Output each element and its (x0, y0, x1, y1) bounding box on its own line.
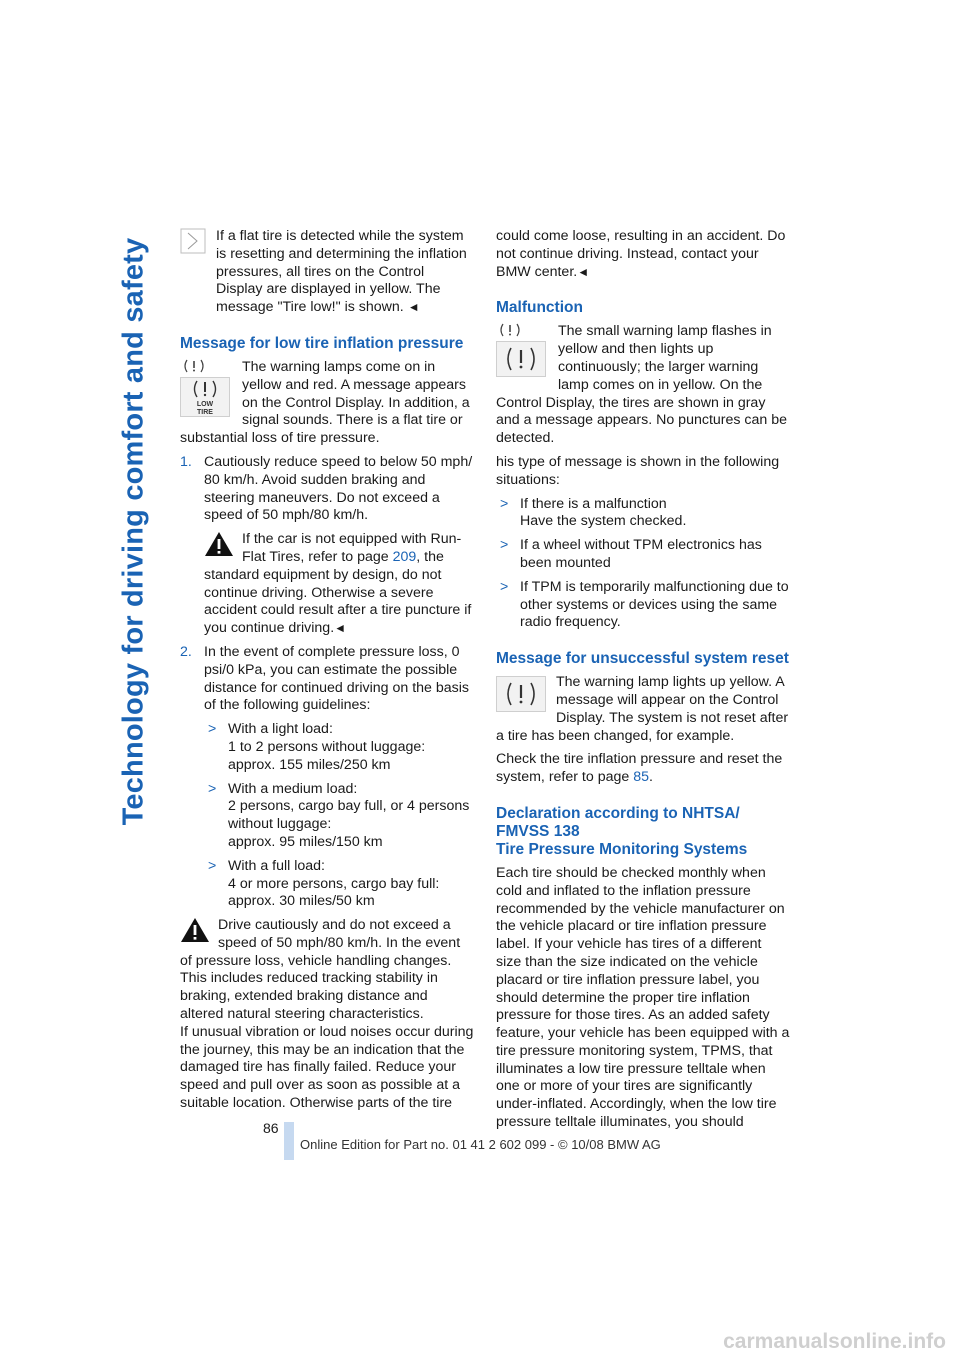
steps-list (180, 454, 474, 911)
malfunction-icons (496, 323, 548, 377)
load-list (180, 721, 474, 911)
page-link-85[interactable]: 85 (633, 769, 649, 786)
end-mark: ◄ (407, 300, 420, 315)
page-link-209[interactable]: 209 (392, 548, 417, 565)
list-item: > With a light load: 1 to 2 persons without luggage: approx. 155 miles/250 km (208, 721, 426, 773)
malfunction-text: The small warning lamp flashes in yellow and then lights up continuously; the larger warning lamp comes on in yellow. On the Control Display, the tires are shown in gray and a message appears. No punctures can be detected. (496, 323, 788, 447)
list-item: > With a full load: 4 or more persons, cargo bay full: approx. 30 miles/50 km (208, 857, 440, 910)
check-text: Check the tire inflation pressure and reset the system, refer to page 85. (496, 751, 783, 786)
watermark: carmanualsonline.info (723, 1330, 946, 1353)
heading-low-pressure: Message for low tire inflation pressure (180, 334, 464, 352)
small-warning-lamp-icon (182, 359, 206, 373)
svg-text:TIRE: TIRE (197, 408, 213, 416)
side-section-title (106, 228, 162, 834)
runflat-warning (204, 531, 474, 638)
intro-note (180, 228, 474, 317)
situations-intro: his type of message is shown in the following situations: (496, 453, 780, 488)
intro-text: If a flat tire is detected while the system is resetting and determining the inflation pressures, all tires on the Control Display are displayed in yellow. The message "Tire low!" is shown. ◄ (216, 228, 467, 316)
warning-triangle-icon (204, 531, 234, 557)
unsuccessful-block (496, 674, 790, 745)
svg-text:LOW: LOW (196, 400, 214, 408)
continuation-text: could come loose, resulting in an accident. Do not continue driving. Instead, contact your BMW center.◄ (496, 228, 786, 280)
step-number: 1. (180, 453, 192, 470)
malfunction-block (496, 323, 790, 448)
step-text: In the event of complete pressure loss, 0 psi/0 kPa, you can estimate the possible distance for continued driving on the basis of the following guidelines: (204, 643, 469, 714)
tire-pressure-lamp-icon (496, 676, 546, 712)
step-text: Cautiously reduce speed to below 50 mph/ 80 km/h. Avoid sudden braking and steering maneuvers. Do not exceed a speed of 50 mph/80 km/h. (204, 453, 473, 524)
unsuccessful-text: The warning lamp lights up yellow. A message will appear on the Control Display. The system is not reset after a tire has been changed, for example. (496, 674, 789, 744)
heading-malfunction: Malfunction (496, 299, 583, 317)
heading-tpms: Tire Pressure Monitoring Systems (496, 840, 748, 858)
situations-list (496, 496, 790, 633)
drive-caution-warning (180, 917, 474, 1113)
list-item: > If TPM is temporarily malfunctioning due to other systems or devices using the same radio frequency. (500, 578, 789, 631)
low-pressure-block (180, 359, 474, 448)
list-item (180, 454, 474, 638)
step-number: 2. (180, 643, 192, 660)
small-warning-lamp-icon (498, 323, 522, 337)
low-tire-icon (180, 377, 230, 417)
footer-bar (284, 1122, 294, 1160)
warning-triangle-icon (180, 917, 210, 943)
note-arrow-icon (180, 228, 206, 254)
heading-unsuccessful-reset: Message for unsuccessful system reset (496, 650, 789, 668)
heading-declaration: Declaration according to NHTSA/ FMVSS 138 Tire Pressure Monitoring Systems (496, 804, 748, 858)
left-column (180, 228, 474, 1119)
list-item (180, 644, 474, 911)
tire-pressure-lamp-icon (496, 341, 546, 377)
list-item: > With a medium load: 2 persons, cargo bay full, or 4 persons without luggage: approx. 95 miles/150 km (208, 780, 470, 850)
low-pressure-text: The warning lamps come on in yellow and red. A message appears on the Control Display. In addition, a signal sounds. There is a flat tire or substantial loss of tire pressure. (180, 358, 470, 447)
drive-caution-text: Drive cautiously and do not exceed a speed of 50 mph/80 km/h. In the event of pressure loss, vehicle handling changes. This includes reduced tracking stability in braking, extended braking distance and altered natural steering characteristics. (180, 917, 461, 1023)
list-item: > If a wheel without TPM electronics has been mounted (500, 537, 762, 571)
right-column (496, 228, 790, 1138)
footer-edition: Online Edition for Part no. 01 41 2 602 099 - © 10/08 BMW AG (300, 1137, 661, 1152)
runflat-text: If the car is not equipped with Run-Flat Tires, refer to page 209, the standard equipment by design, do not continue driving. Otherwise a severe accident could result after a tire puncture if you continue driving.◄ (204, 531, 472, 637)
low-pressure-icons (180, 359, 232, 417)
side-title-text: Technology for driving comfort and safety (117, 237, 150, 825)
list-item: > If there is a malfunction Have the system checked. (500, 495, 687, 530)
vibration-text: If unusual vibration or loud noises occur during the journey, this may be an indication that the damaged tire has finally failed. Reduce your speed and pull over as soon as possible at a suitable location. Otherwise parts of the tire (180, 1023, 474, 1112)
page-number: 86 (263, 1120, 279, 1136)
tpms-text: Each tire should be checked monthly when cold and inflated to the inflation pressure recommended by the vehicle manufacturer on the vehicle placard or tire inflation pressure label. If your vehicle has tires of a different size than the size indicated on the vehicle placard or tire inflation pressure label, you should determine the proper tire inflation pressure for those tires. As an added safety feature, your vehicle has been equipped with a tire pressure monitoring system, TPMS, that illuminates a low tire pressure telltale when one or more of your tires are significantly under-inflated. Accordingly, when the low tire pressure telltale illuminates, you should (496, 864, 790, 1131)
